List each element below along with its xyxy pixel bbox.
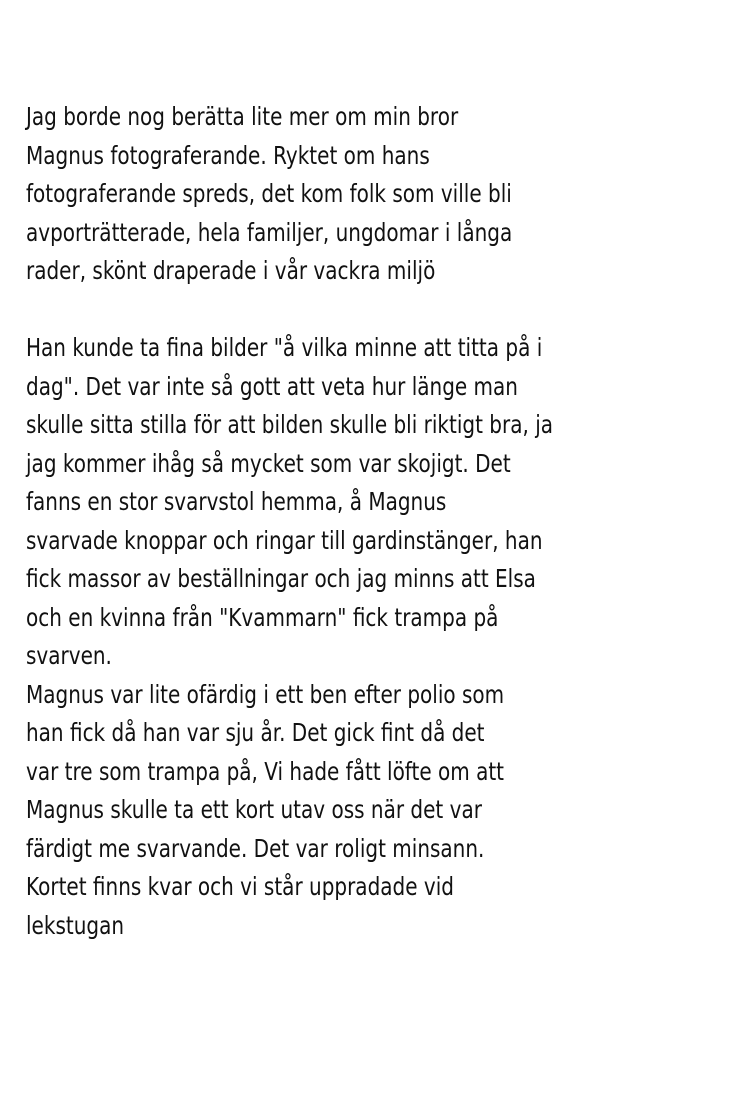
text-line: Jag borde nog berätta lite mer om min bror xyxy=(26,102,459,131)
text-line: fanns en stor svarvstol hemma, å Magnus xyxy=(26,487,447,516)
text-line: avporträtterade, hela familjer, ungdomar i långa xyxy=(26,217,513,247)
text-line: färdigt me svarvande. Det var roligt minsann. xyxy=(26,833,485,863)
text-line: var tre som trampa på, Vi hade fått löfte om att xyxy=(26,756,505,786)
text-line: jag kommer ihåg så mycket som var skojigt. Det xyxy=(26,448,511,478)
text-line: Kortet finns kvar och vi står uppradade vid xyxy=(26,872,454,901)
text-line: han fick då han var sju år. Det gick fint då det xyxy=(26,718,485,747)
paragraph-2 xyxy=(26,329,706,945)
text-line: dag". Det var inte så gott att veta hur länge man xyxy=(26,371,518,401)
text-line: svarven. xyxy=(26,641,112,670)
handwritten-text-body xyxy=(26,98,706,945)
text-line: fick massor av beställningar och jag minns att Elsa xyxy=(26,564,536,593)
text-line: Magnus var lite ofärdig i ett ben efter polio som xyxy=(26,679,505,709)
paragraph-gap xyxy=(26,291,706,330)
text-line: och en kvinna från "Kvammarn" fick trampa på xyxy=(26,602,499,632)
paragraph-1 xyxy=(26,98,706,291)
text-line: Han kunde ta fina bilder "å vilka minne att titta på i xyxy=(26,333,543,362)
text-line: fotograferande spreds, det kom folk som ville bli xyxy=(26,179,512,208)
text-line: Magnus fotograferande. Ryktet om hans xyxy=(26,140,430,170)
text-line: rader, skönt draperade i vår vackra miljö xyxy=(26,256,436,285)
text-line: lekstugan xyxy=(26,910,125,940)
text-line: skulle sitta stilla för att bilden skulle bli riktigt bra, ja xyxy=(26,410,554,439)
text-line: svarvade knoppar och ringar till gardinstänger, han xyxy=(26,525,543,555)
text-line: Magnus skulle ta ett kort utav oss när det var xyxy=(26,795,482,824)
